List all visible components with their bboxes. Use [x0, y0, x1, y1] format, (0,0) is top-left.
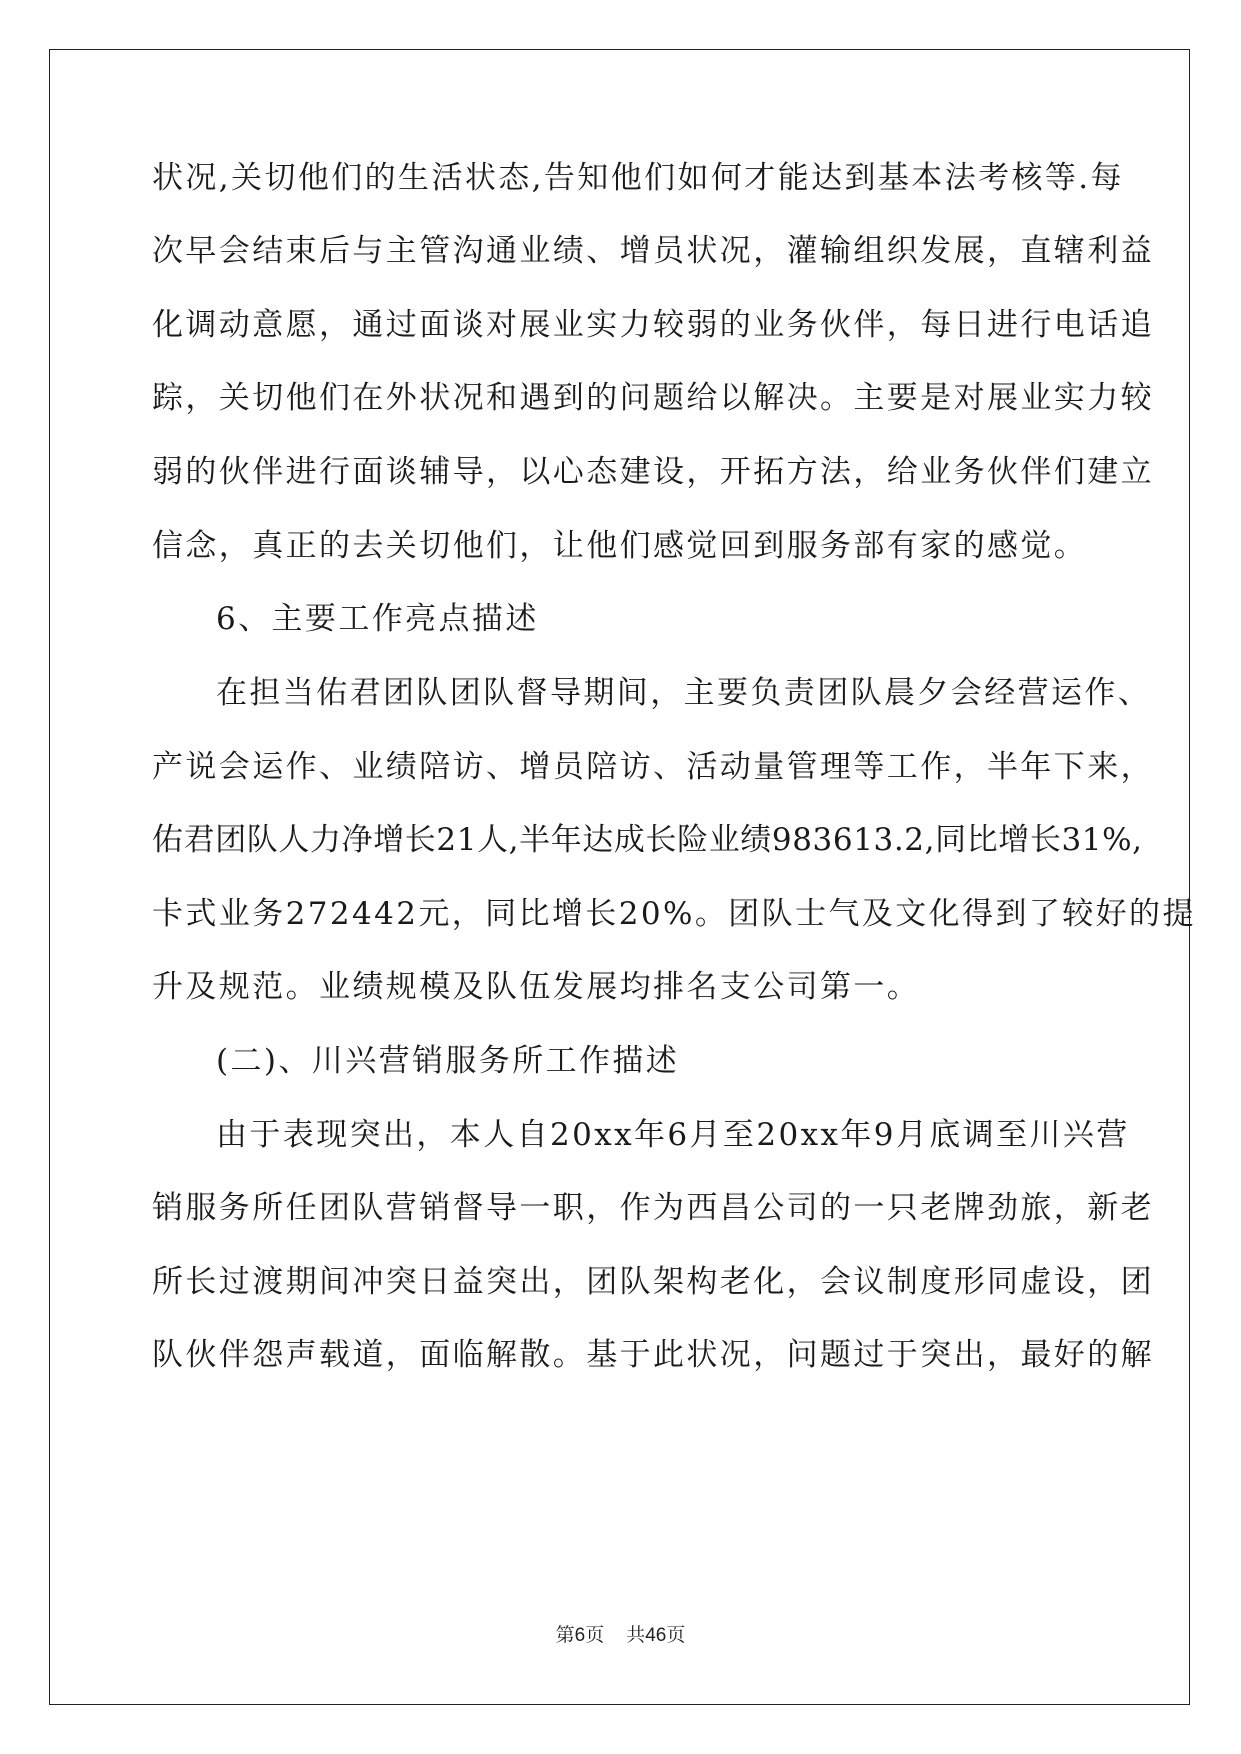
- footer-total-prefix: 共: [626, 1624, 646, 1646]
- footer-page-suffix: 页: [585, 1624, 605, 1646]
- page-border: [49, 49, 1196, 1705]
- section-heading-6: 6、主要工作亮点描述: [216, 601, 539, 637]
- body-line-3: 化调动意愿，通过面谈对展业实力较弱的业务伙伴，每日进行电话追: [152, 307, 1154, 343]
- body-line-6: 信念，真正的去关切他们，让他们感觉回到服务部有家的感觉。: [152, 528, 1088, 564]
- body-line-11: 卡式业务272442元，同比增长20%。团队士气及文化得到了较好的提: [152, 896, 1196, 932]
- footer-page-number: 6: [574, 1625, 586, 1646]
- body-line-10: 佑君团队人力净增长21人,半年达成长险业绩983613.2,同比增长31%,: [152, 822, 1143, 858]
- section-heading-2: (二)、川兴营销服务所工作描述: [216, 1043, 680, 1079]
- body-line-16: 所长过渡期间冲突日益突出，团队架构老化，会议制度形同虚设，团: [152, 1264, 1154, 1300]
- footer-page-prefix: 第: [555, 1624, 575, 1646]
- footer-total-suffix: 页: [666, 1624, 686, 1646]
- footer-total-number: 46: [645, 1625, 667, 1646]
- body-line-5: 弱的伙伴进行面谈辅导，以心态建设，开拓方法，给业务伙伴们建立: [152, 454, 1154, 490]
- body-line-17: 队伙伴怨声载道，面临解散。基于此状况，问题过于突出，最好的解: [152, 1337, 1154, 1373]
- body-line-12: 升及规范。业绩规模及队伍发展均排名支公司第一。: [152, 969, 921, 1005]
- page-footer: [0, 1620, 1241, 1647]
- body-line-4: 踪，关切他们在外状况和遇到的问题给以解决。主要是对展业实力较: [152, 380, 1154, 416]
- body-line-15: 销服务所任团队营销督导一职，作为西昌公司的一只老牌劲旅，新老: [152, 1190, 1154, 1226]
- body-line-14: 由于表现突出，本人自20xx年6月至20xx年9月底调至川兴营: [216, 1117, 1130, 1153]
- body-line-8: 在担当佑君团队团队督导期间，主要负责团队晨夕会经营运作、: [216, 675, 1152, 711]
- body-line-1: 状况,关切他们的生活状态,告知他们如何才能达到基本法考核等.每: [152, 160, 1124, 196]
- body-line-9: 产说会运作、业绩陪访、增员陪访、活动量管理等工作，半年下来，: [152, 749, 1154, 785]
- body-line-2: 次早会结束后与主管沟通业绩、增员状况，灌输组织发展，直辖利益: [152, 233, 1154, 269]
